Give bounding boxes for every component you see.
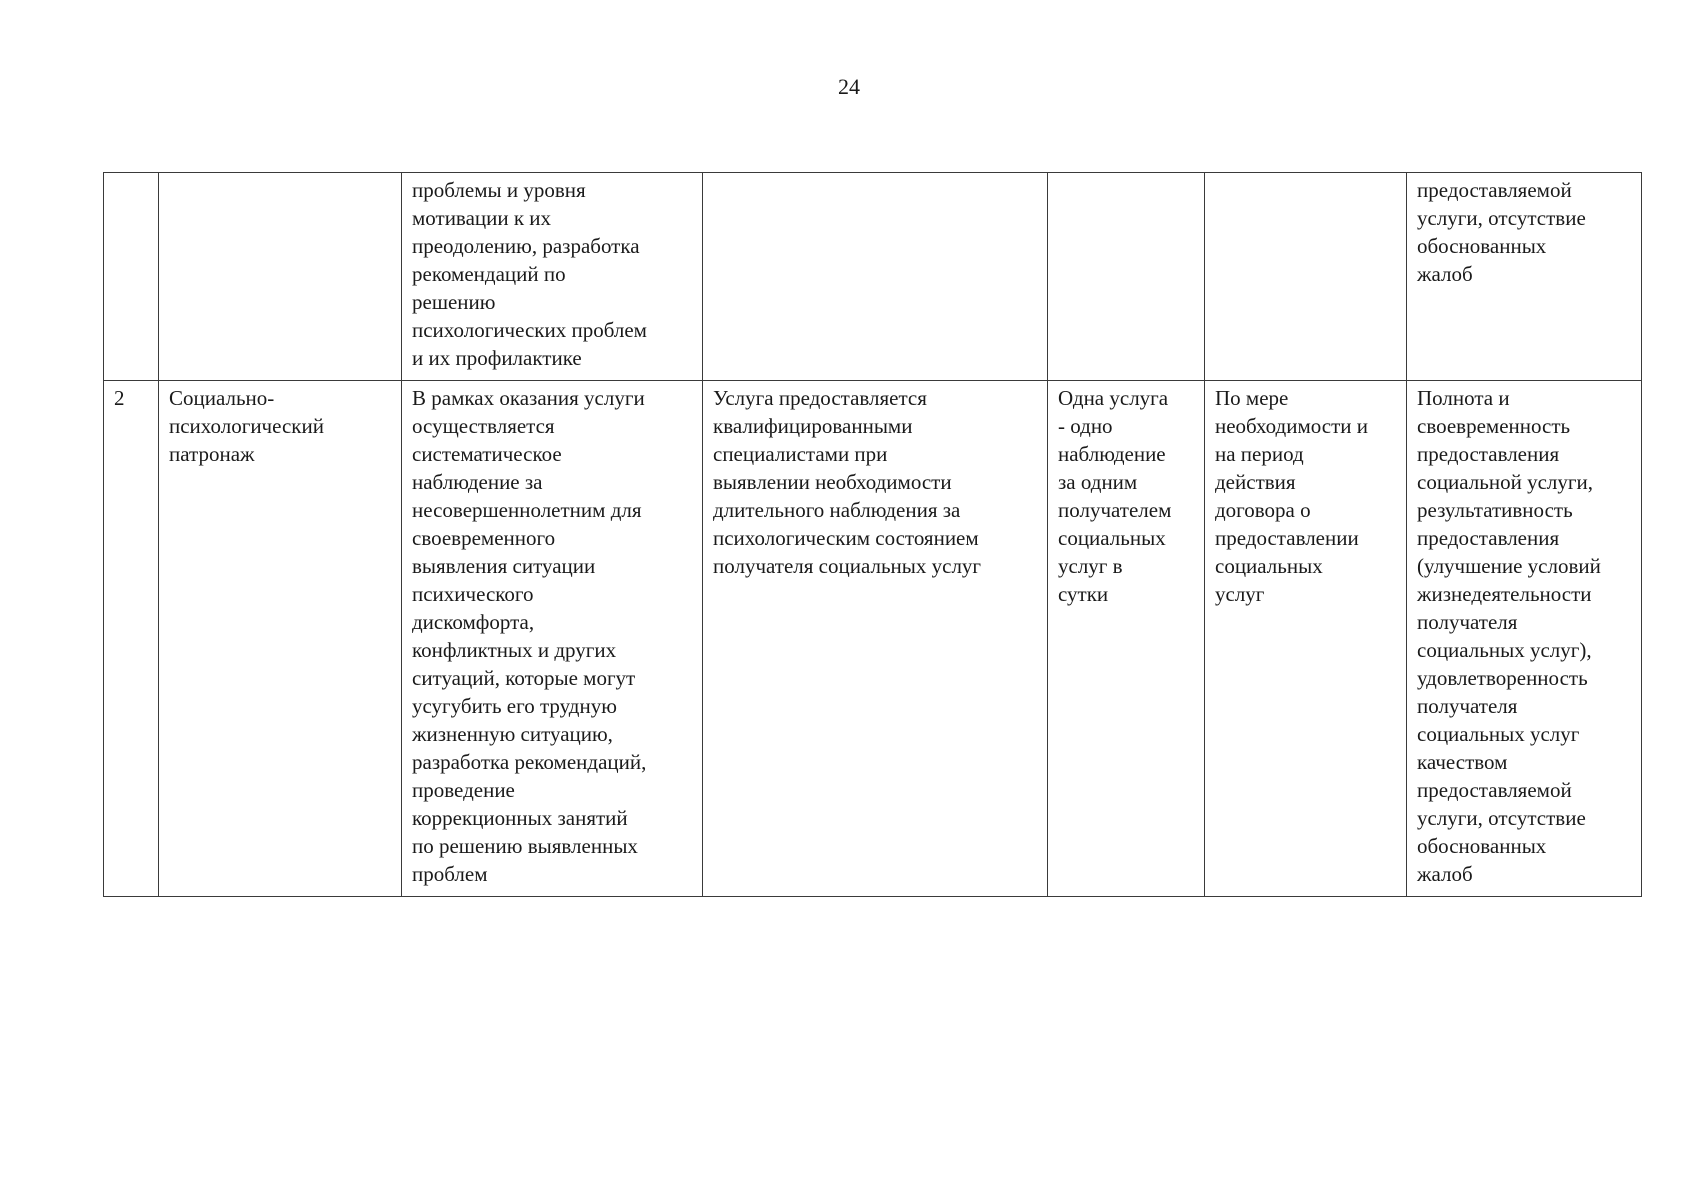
cell-number: [104, 173, 159, 381]
cell-volume: Одна услуга - одно наблюдение за одним получателем социальных услуг в сутки: [1048, 381, 1205, 897]
page-number: 24: [838, 74, 860, 99]
cell-service-name: [159, 173, 402, 381]
services-table: [103, 172, 1642, 897]
cell-description: проблемы и уровня мотивации к их преодолению, разработка рекомендаций по решению психологических проблем и их профилактике: [402, 173, 703, 381]
cell-service-name: Социально- психологический патронаж: [159, 381, 402, 897]
cell-term: По мере необходимости и на период действия договора о предоставлении социальных услуг: [1205, 381, 1407, 897]
cell-number: 2: [104, 381, 159, 897]
cell-conditions: [703, 173, 1048, 381]
cell-conditions: Услуга предоставляется квалифицированными специалистами при выявлении необходимости длительного наблюдения за психологическим состоянием получателя социальных услуг: [703, 381, 1048, 897]
cell-term: [1205, 173, 1407, 381]
cell-description: В рамках оказания услуги осуществляется систематическое наблюдение за несовершеннолетним для своевременного выявления ситуации психического дискомфорта, конфликтных и других ситуаций, которые могут усугубить его трудную жизненную ситуацию, разработка рекомендаций, проведение коррекционных занятий по решению выявленных проблем: [402, 381, 703, 897]
cell-criteria: Полнота и своевременность предоставления социальной услуги, результативность предоставления (улучшение условий жизнедеятельности получателя социальных услуг), удовлетворенность получателя социальных услуг качеством предоставляемой услуги, отсутствие обоснованных жалоб: [1407, 381, 1642, 897]
table-row: [104, 381, 1642, 897]
cell-volume: [1048, 173, 1205, 381]
cell-criteria: предоставляемой услуги, отсутствие обоснованных жалоб: [1407, 173, 1642, 381]
table-row: [104, 173, 1642, 381]
